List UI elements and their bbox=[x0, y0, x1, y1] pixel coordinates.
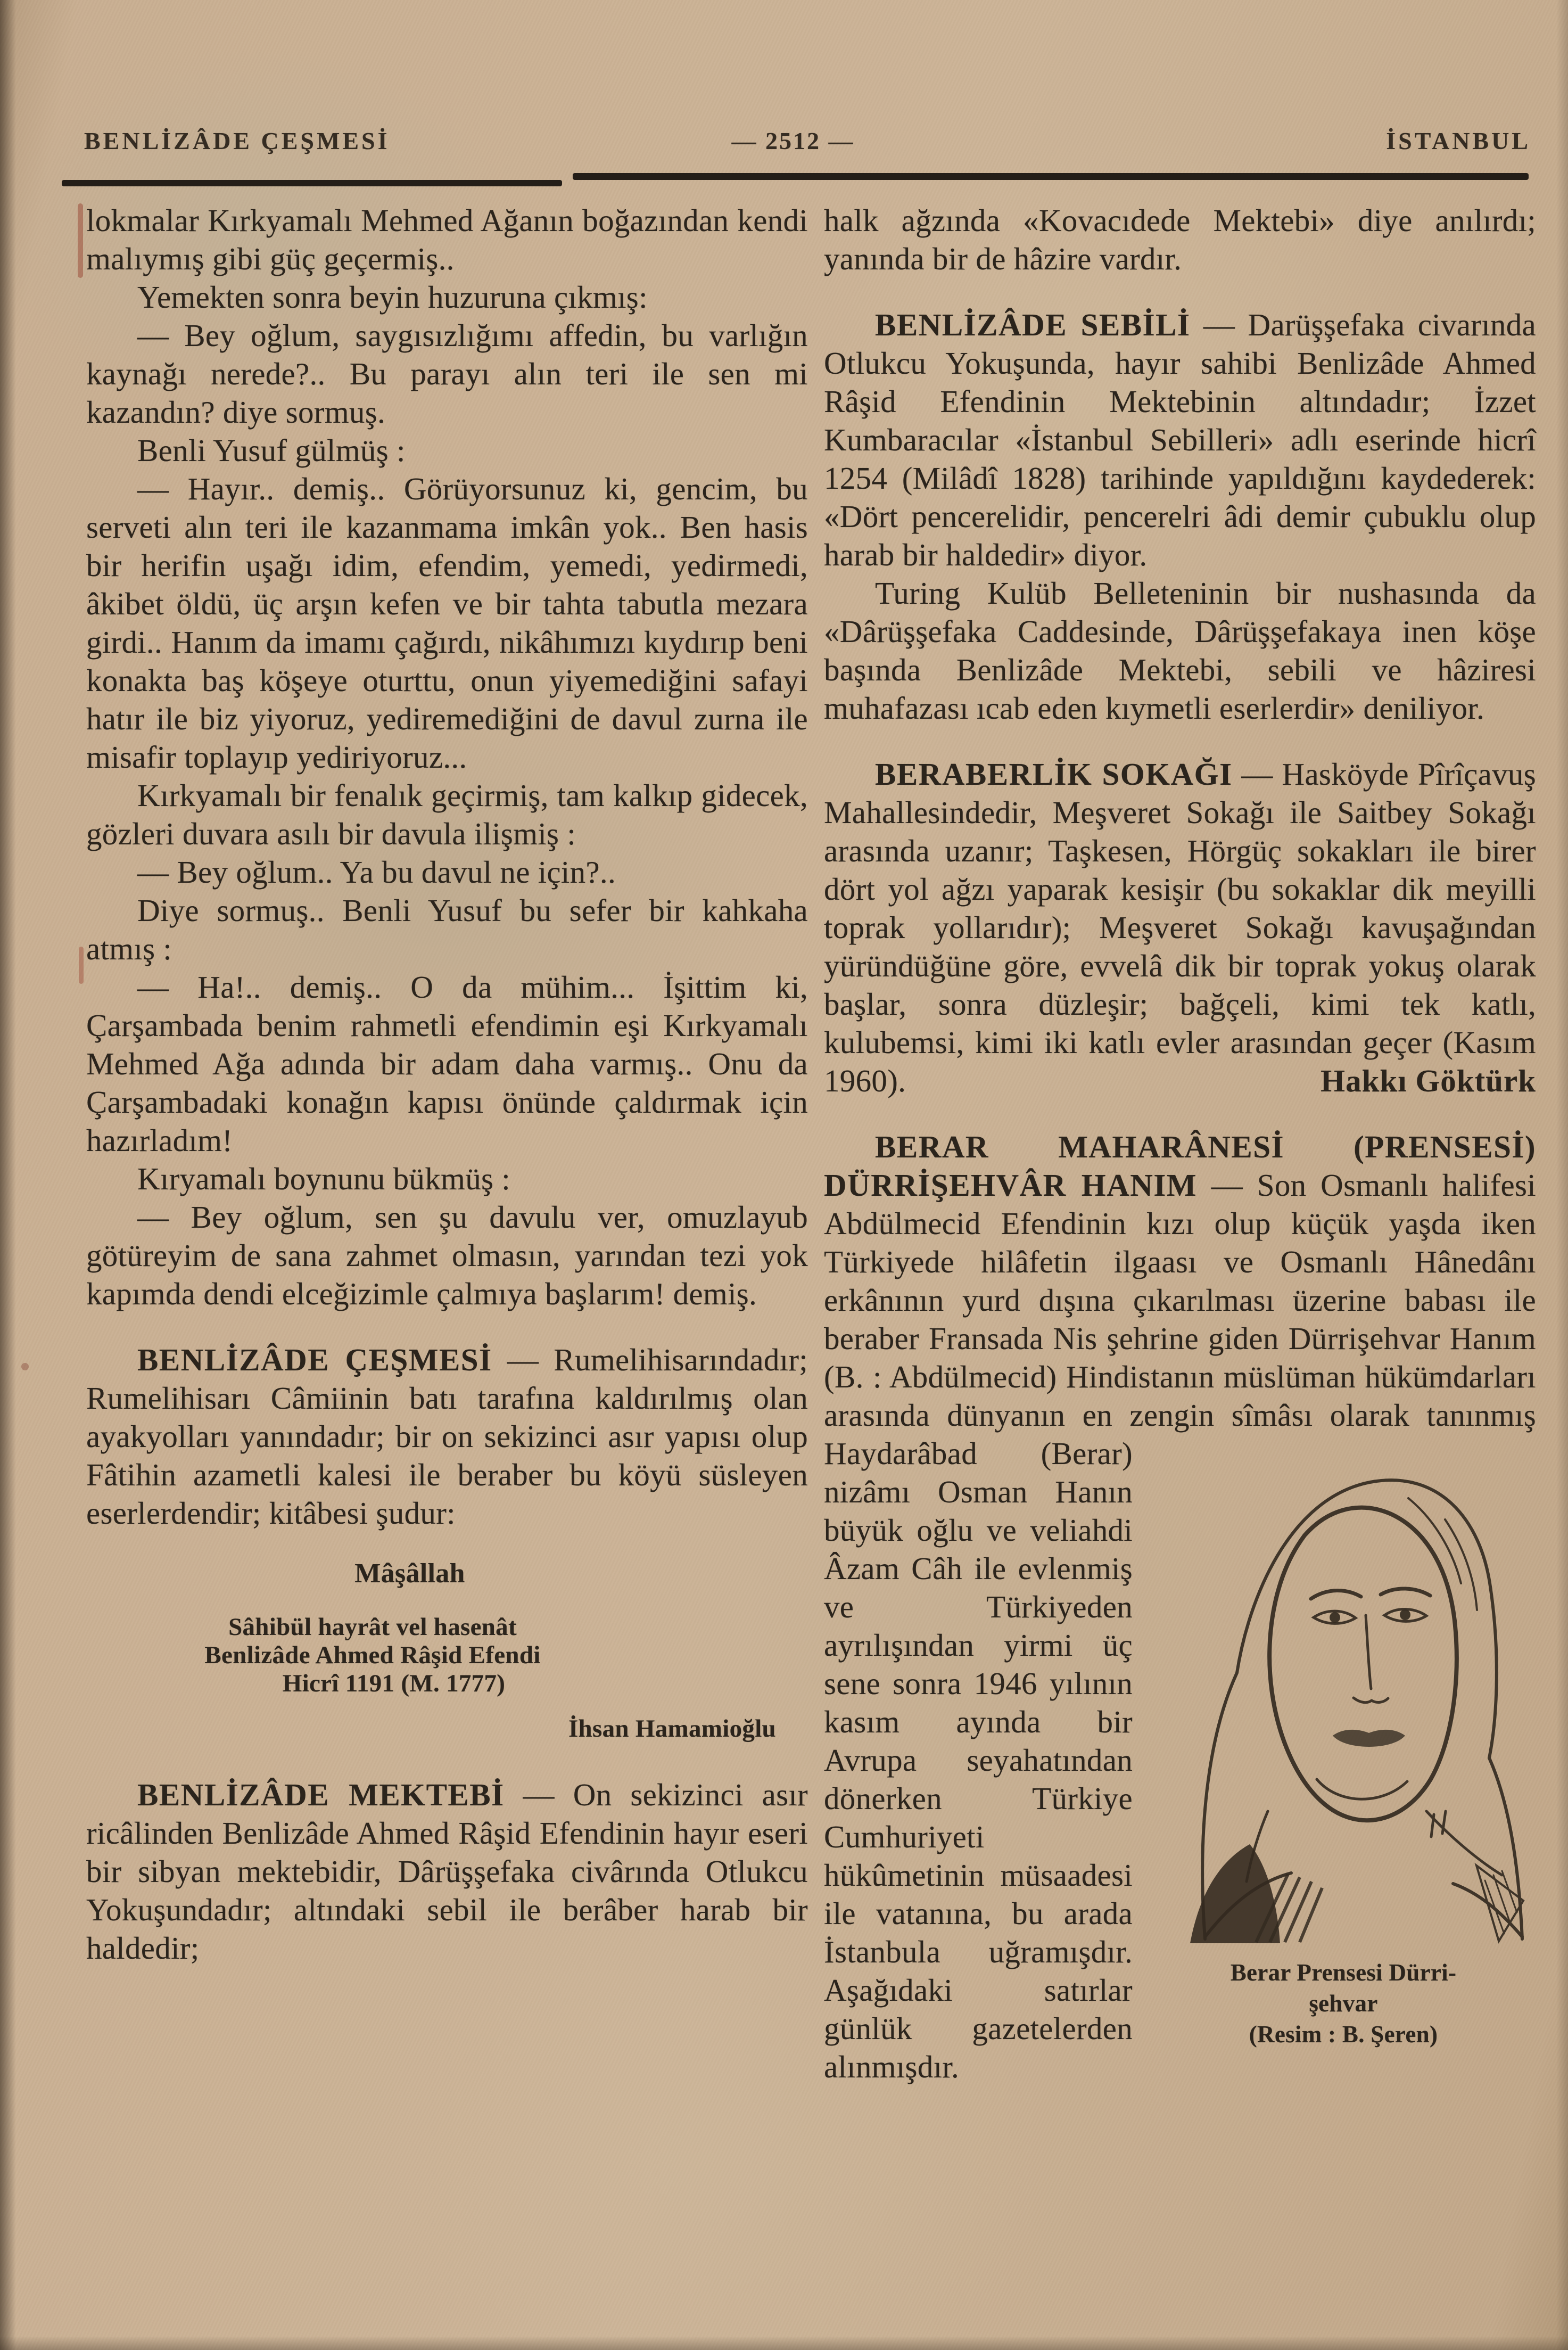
portrait-figure bbox=[1151, 1439, 1536, 2050]
entry-title: BERABERLİK SOKAĞI bbox=[875, 757, 1233, 792]
entry-title: BENLİZÂDE ÇEŞMESİ bbox=[137, 1342, 492, 1377]
entry-body: — Rumelihisarındadır; Rumelihisarı Câmiinin batı tarafına kaldırılmış olan ayakyolları yanındadır; bir on sekizinci asır yapısı olup Fâtihin azametli kalesi ile beraber bu köyü süsleyen eserlerdendir; kitâbesi şudur: bbox=[86, 1342, 808, 1531]
left-column bbox=[86, 201, 808, 1967]
page-number: — 2512 — bbox=[731, 127, 855, 154]
author-signature: İhsan Hamamioğlu bbox=[568, 1715, 776, 1743]
entry-title: BERAR MAHARÂNESİ (PRENSESİ) DÜRRİŞEHVÂR HANIM bbox=[824, 1129, 1536, 1203]
running-title-left: BENLİZÂDE ÇEŞMESİ bbox=[84, 127, 390, 154]
inscription-heading: Mâşâllah bbox=[354, 1558, 465, 1589]
paragraph: Kırkyamalı bir fenalık geçirmiş, tam kalkıp gidecek, gözleri duvara asılı bir davula ilişmiş : bbox=[86, 778, 808, 851]
right-column bbox=[824, 201, 1536, 2086]
paper-stain bbox=[21, 1363, 29, 1370]
figure-caption-line: şehvar bbox=[1309, 1990, 1378, 2017]
portrait-sketch-of-durrisehvar bbox=[1157, 1439, 1530, 1944]
entry-beraberlik-sokagi bbox=[824, 755, 1536, 1100]
entry-body: — Darüşşefaka civarında Otlukcu Yokuşunda, hayır sahibi Benlizâde Ahmed Râşid Efendinin Mektebinin altındadır; İzzet Kumbaracılar «İstanbul Sebilleri» adlı eserinde hicrî 1254 (Milâdî 1828) tarihinde yapıldığını kaydederek: «Dört pencerelidir, pencerelri âdi demir çubuklu olup harab bir haldedir» diyor. bbox=[824, 307, 1536, 572]
entry-benlizade-cesmesi bbox=[86, 1341, 808, 1532]
header-rule-left bbox=[62, 180, 562, 186]
entry-title: BENLİZÂDE MEKTEBİ bbox=[137, 1777, 505, 1812]
scan-left-gutter-shadow bbox=[0, 0, 16, 2350]
inscription-date-line: Hicrî 1191 (M. 1777) bbox=[282, 1670, 506, 1697]
dialogue-paragraph: — Bey oğlum, sen şu davulu ver, omuzlayub götüreyim de sana zahmet olmasın, yarından tezi yok kapımda dendi elceğizimle çalmıya başlarım! demiş. bbox=[86, 1199, 808, 1311]
header-rule-right bbox=[573, 173, 1529, 180]
paragraph: halk ağzında «Kovacıdede Mektebi» diye anılırdı; yanında bir de hâzire vardır. bbox=[824, 203, 1536, 276]
author-signature: Hakkı Göktürk bbox=[1321, 1063, 1536, 1098]
entry-body: Haydarâbad (Berar) nizâmı Osman Hanın büyük oğlu ve veliahdi Âzam Câh ile evlenmiş ve Türkiyeden ayrılışından yirmi üç sene sonra 1946 yılının kasım ayında bir Avrupa seyahatından dönerken Türkiye Cumhuriyeti hükûmetinin müsaadesi ile vatanına, bu arada İstanbula uğramışdır. Aşağıdaki satırlar günlük gazetelerden alınmışdır. bbox=[824, 1436, 1133, 2084]
paragraph: Benli Yusuf gülmüş : bbox=[137, 433, 406, 468]
running-title-right: İSTANBUL bbox=[1386, 127, 1531, 154]
paper-stain bbox=[79, 947, 84, 984]
paragraph: Yemekten sonra beyin huzuruna çıkmış: bbox=[137, 280, 648, 315]
paragraph: Diye sormuş.. Benli Yusuf bu sefer bir kahkaha atmış : bbox=[86, 893, 808, 966]
paper-stain bbox=[78, 203, 83, 278]
paragraph: Kıryamalı boynunu bükmüş : bbox=[137, 1161, 510, 1196]
scan-right-shadow bbox=[1556, 0, 1568, 2350]
entry-body: — Son Osmanlı halifesi Abdülmecid Efendinin kızı olup küçük yaşda iken Türkiyede hilâfetin ilgaası ve Osmanlı Hânedânı erkânının yurd dışına çıkarılması üzerine babası ile beraber Fransada Nis şehrine giden Dürrişehvar Hanım (B. : Abdülmecid) Hindistanın müslüman hükümdarları arasında dünyanın en zengin sîmâsı olarak tanınmış bbox=[824, 1168, 1536, 1433]
paragraph: Turing Kulüb Belleteninin bir nushasında da «Dârüşşefaka Caddesinde, Dârüşşefakaya inen köşe başında Benlizâde Mektebi, sebili ve hâziresi muhafazası ıcab eden kıymetli eserlerdir» deniliyor. bbox=[824, 576, 1536, 726]
dialogue-paragraph: — Bey oğlum.. Ya bu davul ne için?.. bbox=[137, 854, 616, 890]
figure-caption-credit: (Resim : B. Şeren) bbox=[1249, 2021, 1438, 2048]
inscription-line: Benlizâde Ahmed Râşid Efendi bbox=[204, 1641, 541, 1669]
scan-bottom-shadow bbox=[0, 2336, 1568, 2350]
entry-body: — Hasköyde Pîrîçavuş Mahallesindedir, Meşveret Sokağı ile Saitbey Sokağı arasında uzanır; Taşkesen, Hörgüç sokakları ile birer dört yol ağzı yaparak kesişir (bu sokaklar dik meyilli toprak yollarıdır); Meşveret Sokağı kavuşağından yüründüğüne göre, evvelâ dik bir toprak yokuş olarak başlar, sonra düzleşir; bağçeli, kimi tek katlı, kulubemsi, kimi iki katlı evler arasından geçer (Kasım 1960). bbox=[824, 757, 1536, 1098]
dialogue-paragraph: — Ha!.. demiş.. O da mühim... İşittim ki, Çarşambada benim rahmetli efendimin eşi Kırkyamalı Mehmed Ağa adında bir adam daha varmış.. Onu da Çarşambadaki konağın kapısı önünde çaldırmak için hazırladım! bbox=[86, 969, 808, 1158]
entry-berar-prensesi bbox=[824, 1128, 1536, 2086]
figure-caption-line: Berar Prensesi Dürri- bbox=[1230, 1959, 1457, 1986]
inscription-line: Sâhibül hayrât vel hasenât bbox=[228, 1613, 517, 1641]
paragraph: lokmalar Kırkyamalı Mehmed Ağanın boğazından kendi malıymış gibi güç geçermiş.. bbox=[86, 203, 808, 276]
entry-benlizade-sebili bbox=[824, 306, 1536, 574]
entry-body: — On sekizinci asır ricâlinden Benlizâde Ahmed Râşid Efendinin hayır eseri bir sibyan mektebidir, Dârüşşefaka civârında Otlukcu Yokuşundadır; altındaki sebil ile berâber harab bir haldedir; bbox=[86, 1777, 808, 1966]
dialogue-paragraph: — Bey oğlum, saygısızlığımı affedin, bu varlığın kaynağı nerede?.. Bu parayı alın teri ile sen mi kazandın? diye sormuş. bbox=[86, 318, 808, 430]
dialogue-paragraph: — Hayır.. demiş.. Görüyorsunuz ki, gencim, bu serveti alın teri ile kazanmama imkân yok.. Ben hasis bir herifin uşağı idim, efendim, yemedi, yedirmedi, âkibet öldü, üç arşın kefen ve bir tahta tabutla mezara girdi.. Hanım da imamı çağırdı, nikâhımızı kıydırıp beni konakta baş köşeye oturttu, onun yiyemediğini safayi hatır ile biz yiyoruz, yediremediğini de davul zurna ile misafir toplayıp yediriyoruz... bbox=[86, 471, 808, 775]
entry-title: BENLİZÂDE SEBİLİ bbox=[875, 307, 1191, 342]
entry-benlizade-mektebi bbox=[86, 1776, 808, 1967]
